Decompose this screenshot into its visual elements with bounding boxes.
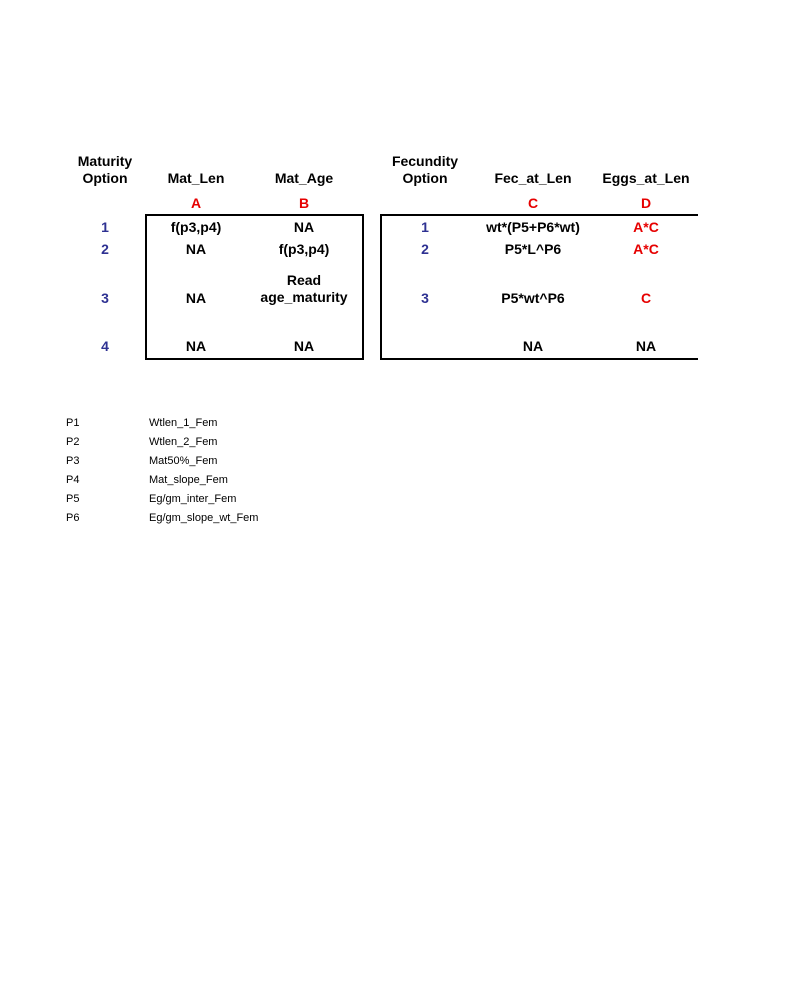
mat-len-cell-1: f(p3,p4) [170, 219, 222, 235]
fecundity-option-header-line2: Option [402, 170, 448, 186]
mat-age-cell-2: f(p3,p4) [278, 241, 330, 257]
param-name-p4: Mat_slope_Fem [149, 474, 228, 486]
mat-age-cell-3 [248, 272, 360, 306]
fec-at-len-cell-4: NA [522, 338, 544, 354]
param-key-p6: P6 [66, 512, 80, 524]
param-key-p5: P5 [66, 493, 80, 505]
param-name-p5: Eg/gm_inter_Fem [149, 493, 237, 505]
eggs-at-len-cell-1: A*C [633, 219, 659, 235]
eggs-at-len-header: Eggs_at_Len [602, 170, 690, 186]
fecundity-option-2: 2 [421, 241, 429, 257]
maturity-option-4: 4 [101, 338, 109, 354]
mat-age-cell-1: NA [293, 219, 315, 235]
mat-len-cell-3: NA [185, 290, 207, 306]
fecundity-option-header [380, 153, 470, 187]
eggs-at-len-cell-4: NA [635, 338, 657, 354]
eggs-at-len-cell-2: A*C [633, 241, 659, 257]
param-name-p2: Wtlen_2_Fem [149, 436, 218, 448]
mat-len-cell-2: NA [185, 241, 207, 257]
letter-a: A [190, 195, 202, 211]
fecundity-option-1: 1 [421, 219, 429, 235]
mat-age-header: Mat_Age [274, 170, 334, 186]
param-name-p3: Mat50%_Fem [149, 455, 218, 467]
fecundity-option-3: 3 [421, 290, 429, 306]
letter-d: D [640, 195, 652, 211]
fec-at-len-cell-3: P5*wt^P6 [501, 290, 565, 306]
param-name-p6: Eg/gm_slope_wt_Fem [149, 512, 259, 524]
eggs-at-len-cell-3: C [640, 290, 652, 306]
param-key-p3: P3 [66, 455, 80, 467]
param-key-p2: P2 [66, 436, 80, 448]
maturity-option-2: 2 [101, 241, 109, 257]
fec-at-len-header: Fec_at_Len [494, 170, 572, 186]
maturity-option-3: 3 [101, 290, 109, 306]
fec-at-len-cell-2: P5*L^P6 [504, 241, 562, 257]
fec-at-len-cell-1: wt*(P5+P6*wt) [486, 219, 580, 235]
param-key-p1: P1 [66, 417, 80, 429]
maturity-option-header-line1: Maturity [77, 153, 133, 169]
mat-age-cell-4: NA [293, 338, 315, 354]
letter-b: B [298, 195, 310, 211]
fecundity-option-header-line1: Fecundity [391, 153, 459, 169]
mat-age-cell-3-line2: age_maturity [260, 289, 348, 305]
maturity-option-header [60, 153, 150, 187]
mat-len-cell-4: NA [185, 338, 207, 354]
maturity-option-1: 1 [101, 219, 109, 235]
maturity-option-header-line2: Option [82, 170, 128, 186]
mat-len-header: Mat_Len [167, 170, 225, 186]
param-name-p1: Wtlen_1_Fem [149, 417, 218, 429]
letter-c: C [527, 195, 539, 211]
param-key-p4: P4 [66, 474, 80, 486]
mat-age-cell-3-line1: Read [286, 272, 322, 288]
